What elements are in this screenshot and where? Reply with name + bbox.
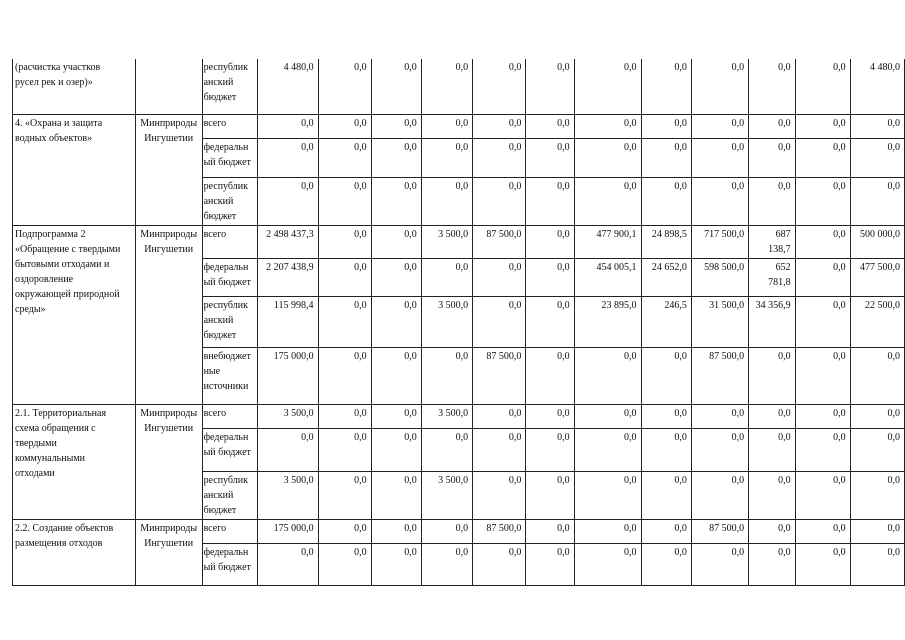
- amount-cell: 22 500,0: [850, 296, 904, 347]
- amount-cell: 0,0: [795, 347, 850, 404]
- amount-cell: 0,0: [850, 138, 904, 177]
- amount-cell: 0,0: [749, 59, 796, 114]
- amount-cell: 0,0: [749, 347, 796, 404]
- amount-cell: 0,0: [749, 177, 796, 225]
- amount-cell: 0,0: [258, 177, 318, 225]
- amount-cell: 0,0: [749, 471, 796, 519]
- funding-source: всего: [202, 519, 258, 543]
- funding-source: республик анский бюджет: [202, 296, 258, 347]
- amount-cell: 0,0: [421, 347, 472, 404]
- amount-cell: 0,0: [795, 114, 850, 138]
- amount-cell: 0,0: [574, 177, 641, 225]
- amount-cell: 598 500,0: [691, 258, 748, 296]
- amount-cell: 0,0: [473, 177, 526, 225]
- funding-source: федеральн ый бюджет: [202, 138, 258, 177]
- responsible-executor: Минприроды Ингушетии: [135, 114, 202, 225]
- amount-cell: 0,0: [795, 471, 850, 519]
- amount-cell: 0,0: [691, 543, 748, 585]
- amount-cell: 0,0: [258, 114, 318, 138]
- amount-cell: 0,0: [371, 177, 421, 225]
- amount-cell: 0,0: [850, 543, 904, 585]
- amount-cell: 717 500,0: [691, 225, 748, 258]
- funding-source: всего: [202, 114, 258, 138]
- amount-cell: 0,0: [641, 543, 691, 585]
- responsible-executor: [135, 59, 202, 114]
- amount-cell: 0,0: [526, 114, 574, 138]
- amount-cell: 0,0: [574, 471, 641, 519]
- amount-cell: 0,0: [473, 471, 526, 519]
- amount-cell: 0,0: [318, 177, 371, 225]
- amount-cell: 0,0: [258, 543, 318, 585]
- amount-cell: 0,0: [473, 258, 526, 296]
- funding-source: всего: [202, 225, 258, 258]
- amount-cell: 0,0: [574, 519, 641, 543]
- amount-cell: 0,0: [795, 428, 850, 471]
- amount-cell: 0,0: [318, 138, 371, 177]
- amount-cell: 0,0: [641, 404, 691, 428]
- amount-cell: 0,0: [749, 519, 796, 543]
- amount-cell: 477 900,1: [574, 225, 641, 258]
- amount-cell: 0,0: [371, 225, 421, 258]
- amount-cell: 175 000,0: [258, 347, 318, 404]
- amount-cell: 0,0: [318, 59, 371, 114]
- amount-cell: 0,0: [641, 347, 691, 404]
- amount-cell: 0,0: [371, 404, 421, 428]
- amount-cell: 87 500,0: [691, 519, 748, 543]
- amount-cell: 3 500,0: [421, 404, 472, 428]
- amount-cell: 0,0: [371, 114, 421, 138]
- amount-cell: 0,0: [421, 543, 472, 585]
- amount-cell: 500 000,0: [850, 225, 904, 258]
- measure-name: 2.2. Создание объектов размещения отходов: [13, 519, 136, 585]
- amount-cell: 0,0: [574, 114, 641, 138]
- amount-cell: 3 500,0: [258, 404, 318, 428]
- amount-cell: 0,0: [691, 404, 748, 428]
- budget-table: [12, 59, 905, 586]
- table-body: [13, 59, 905, 585]
- amount-cell: 0,0: [526, 404, 574, 428]
- amount-cell: 0,0: [850, 177, 904, 225]
- amount-cell: 0,0: [318, 258, 371, 296]
- amount-cell: 0,0: [371, 428, 421, 471]
- amount-cell: 0,0: [691, 138, 748, 177]
- budget-table-page: [12, 59, 905, 586]
- amount-cell: 0,0: [421, 138, 472, 177]
- amount-cell: 0,0: [473, 138, 526, 177]
- amount-cell: 0,0: [641, 519, 691, 543]
- amount-cell: 0,0: [795, 296, 850, 347]
- amount-cell: 0,0: [526, 258, 574, 296]
- amount-cell: 34 356,9: [749, 296, 796, 347]
- amount-cell: 0,0: [691, 59, 748, 114]
- amount-cell: 0,0: [371, 543, 421, 585]
- table-row: [13, 59, 905, 114]
- responsible-executor: Минприроды Ингушетии: [135, 225, 202, 404]
- amount-cell: 0,0: [371, 258, 421, 296]
- amount-cell: 87 500,0: [473, 225, 526, 258]
- amount-cell: 0,0: [318, 428, 371, 471]
- measure-name: 2.1. Территориальная схема обращения с твердыми коммунальными отходами: [13, 404, 136, 519]
- amount-cell: 2 498 437,3: [258, 225, 318, 258]
- amount-cell: 0,0: [641, 177, 691, 225]
- amount-cell: 0,0: [850, 347, 904, 404]
- responsible-executor: Минприроды Ингушетии: [135, 404, 202, 519]
- funding-source: республик анский бюджет: [202, 471, 258, 519]
- amount-cell: 652 781,8: [749, 258, 796, 296]
- amount-cell: 0,0: [574, 138, 641, 177]
- amount-cell: 0,0: [473, 114, 526, 138]
- amount-cell: 0,0: [691, 428, 748, 471]
- amount-cell: 0,0: [850, 428, 904, 471]
- amount-cell: 0,0: [641, 114, 691, 138]
- amount-cell: 0,0: [421, 258, 472, 296]
- amount-cell: 0,0: [421, 519, 472, 543]
- amount-cell: 0,0: [258, 428, 318, 471]
- amount-cell: 0,0: [526, 177, 574, 225]
- amount-cell: 0,0: [371, 59, 421, 114]
- amount-cell: 0,0: [749, 543, 796, 585]
- amount-cell: 0,0: [641, 428, 691, 471]
- table-row: [13, 225, 905, 258]
- amount-cell: 115 998,4: [258, 296, 318, 347]
- amount-cell: 0,0: [691, 114, 748, 138]
- amount-cell: 24 652,0: [641, 258, 691, 296]
- amount-cell: 0,0: [526, 543, 574, 585]
- measure-name: 4. «Охрана и защита водных объектов»: [13, 114, 136, 225]
- funding-source: всего: [202, 404, 258, 428]
- amount-cell: 0,0: [574, 404, 641, 428]
- amount-cell: 0,0: [421, 428, 472, 471]
- amount-cell: 0,0: [526, 428, 574, 471]
- amount-cell: 3 500,0: [258, 471, 318, 519]
- amount-cell: 3 500,0: [421, 225, 472, 258]
- amount-cell: 0,0: [473, 296, 526, 347]
- amount-cell: 23 895,0: [574, 296, 641, 347]
- amount-cell: 0,0: [574, 428, 641, 471]
- amount-cell: 0,0: [749, 428, 796, 471]
- amount-cell: 0,0: [318, 404, 371, 428]
- amount-cell: 87 500,0: [691, 347, 748, 404]
- amount-cell: 0,0: [795, 404, 850, 428]
- amount-cell: 0,0: [318, 296, 371, 347]
- amount-cell: 0,0: [526, 138, 574, 177]
- amount-cell: 0,0: [473, 404, 526, 428]
- amount-cell: 4 480,0: [258, 59, 318, 114]
- amount-cell: 454 005,1: [574, 258, 641, 296]
- amount-cell: 0,0: [574, 347, 641, 404]
- amount-cell: 0,0: [641, 59, 691, 114]
- amount-cell: 0,0: [526, 519, 574, 543]
- amount-cell: 0,0: [795, 519, 850, 543]
- amount-cell: 0,0: [795, 177, 850, 225]
- amount-cell: 0,0: [641, 471, 691, 519]
- amount-cell: 31 500,0: [691, 296, 748, 347]
- table-row: [13, 519, 905, 543]
- amount-cell: 687 138,7: [749, 225, 796, 258]
- amount-cell: 0,0: [526, 59, 574, 114]
- amount-cell: 3 500,0: [421, 296, 472, 347]
- amount-cell: 0,0: [421, 177, 472, 225]
- funding-source: внебюджет ные источники: [202, 347, 258, 404]
- funding-source: республик анский бюджет: [202, 59, 258, 114]
- amount-cell: 175 000,0: [258, 519, 318, 543]
- amount-cell: 0,0: [749, 114, 796, 138]
- amount-cell: 0,0: [850, 519, 904, 543]
- amount-cell: 0,0: [258, 138, 318, 177]
- responsible-executor: Минприроды Ингушетии: [135, 519, 202, 585]
- amount-cell: 2 207 438,9: [258, 258, 318, 296]
- amount-cell: 0,0: [850, 114, 904, 138]
- amount-cell: 0,0: [473, 543, 526, 585]
- amount-cell: 477 500,0: [850, 258, 904, 296]
- amount-cell: 0,0: [371, 296, 421, 347]
- amount-cell: 87 500,0: [473, 519, 526, 543]
- amount-cell: 246,5: [641, 296, 691, 347]
- amount-cell: 0,0: [318, 347, 371, 404]
- funding-source: федеральн ый бюджет: [202, 258, 258, 296]
- amount-cell: 0,0: [421, 114, 472, 138]
- amount-cell: 0,0: [526, 471, 574, 519]
- funding-source: республик анский бюджет: [202, 177, 258, 225]
- amount-cell: 0,0: [850, 404, 904, 428]
- amount-cell: 0,0: [318, 519, 371, 543]
- amount-cell: 0,0: [421, 59, 472, 114]
- amount-cell: 0,0: [795, 258, 850, 296]
- amount-cell: 0,0: [641, 138, 691, 177]
- amount-cell: 0,0: [795, 59, 850, 114]
- amount-cell: 0,0: [318, 471, 371, 519]
- amount-cell: 0,0: [526, 225, 574, 258]
- amount-cell: 0,0: [749, 138, 796, 177]
- amount-cell: 3 500,0: [421, 471, 472, 519]
- table-row: [13, 404, 905, 428]
- amount-cell: 4 480,0: [850, 59, 904, 114]
- amount-cell: 0,0: [850, 471, 904, 519]
- amount-cell: 0,0: [318, 114, 371, 138]
- table-row: [13, 114, 905, 138]
- amount-cell: 24 898,5: [641, 225, 691, 258]
- amount-cell: 0,0: [318, 225, 371, 258]
- amount-cell: 0,0: [574, 543, 641, 585]
- amount-cell: 0,0: [371, 519, 421, 543]
- amount-cell: 0,0: [691, 177, 748, 225]
- amount-cell: 0,0: [318, 543, 371, 585]
- measure-name: Подпрограмма 2 «Обращение с твердыми бытовыми отходами и оздоровление окружающей природной среды»: [13, 225, 136, 404]
- amount-cell: 0,0: [526, 296, 574, 347]
- amount-cell: 87 500,0: [473, 347, 526, 404]
- amount-cell: 0,0: [795, 225, 850, 258]
- amount-cell: 0,0: [371, 347, 421, 404]
- funding-source: федеральн ый бюджет: [202, 428, 258, 471]
- funding-source: федеральн ый бюджет: [202, 543, 258, 585]
- amount-cell: 0,0: [526, 347, 574, 404]
- amount-cell: 0,0: [795, 543, 850, 585]
- amount-cell: 0,0: [473, 59, 526, 114]
- amount-cell: 0,0: [691, 471, 748, 519]
- amount-cell: 0,0: [371, 471, 421, 519]
- amount-cell: 0,0: [473, 428, 526, 471]
- amount-cell: 0,0: [749, 404, 796, 428]
- amount-cell: 0,0: [574, 59, 641, 114]
- amount-cell: 0,0: [795, 138, 850, 177]
- amount-cell: 0,0: [371, 138, 421, 177]
- measure-name: (расчистка участков русел рек и озер)»: [13, 59, 136, 114]
